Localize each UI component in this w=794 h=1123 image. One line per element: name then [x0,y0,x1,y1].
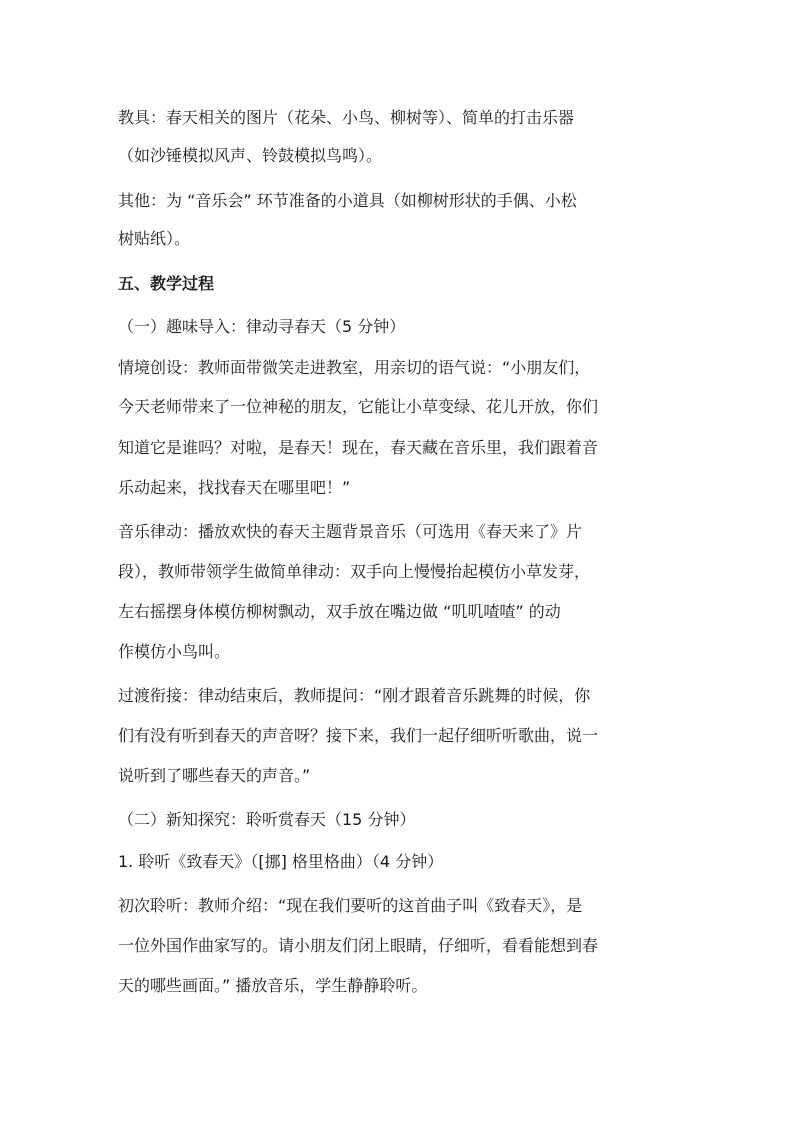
text-line: （如沙锤模拟风声、铃鼓模拟鸟鸣）。 [118,146,383,165]
text-line: 乐动起来，找找春天在哪里吧！” [118,478,351,497]
subsection-heading: （一）趣味导入：律动寻春天（5 分钟） [118,317,406,336]
text-line: 初次聆听：教师介绍：“现在我们要听的这首曲子叫《致春天》，是 [118,896,583,915]
text-line: 今天老师带来了一位神秘的朋友，它能让小草变绿、花儿开放，你们 [118,397,599,416]
text-line: 知道它是谁吗？对啦，是春天！现在，春天藏在音乐里，我们跟着音 [118,438,599,457]
text-line: 教具：春天相关的图片（花朵、小鸟、柳树等）、简单的打击乐器 [118,108,575,127]
subsection-heading: （二）新知探究：聆听赏春天（15 分钟） [118,810,416,829]
text-line: 天的哪些画面。” 播放音乐，学生静静聆听。 [118,976,428,995]
text-line: 段），教师带领学生做简单律动：双手向上慢慢抬起模仿小草发芽， [118,562,591,581]
text-line: 左右摇摆身体模仿柳树飘动，双手放在嘴边做 “叽叽喳喳” 的动 [118,602,561,621]
text-line: 音乐律动：播放欢快的春天主题背景音乐（可选用《春天来了》片 [118,522,583,541]
text-line: 一位外国作曲家写的。请小朋友们闭上眼睛，仔细听，看看能想到春 [118,936,599,955]
text-line: 情境创设：教师面带微笑走进教室，用亲切的语气说：“小朋友们， [118,358,591,377]
text-line: 作模仿小鸟叫。 [118,642,231,661]
section-heading: 五、教学过程 [118,274,215,293]
text-line: 树贴纸）。 [118,229,191,248]
text-line: 们有没有听到春天的声音呀？接下来，我们一起仔细听听歌曲，说一 [118,726,599,745]
text-line: 过渡衔接：律动结束后，教师提问：“刚才跟着音乐跳舞的时候，你 [118,686,591,705]
item-heading: 1. 聆听《致春天》（[挪] 格里格曲）（4 分钟） [118,852,444,871]
text-line: 说听到了哪些春天的声音。” [118,766,311,785]
text-line: 其他：为 “音乐会” 环节准备的小道具（如柳树形状的手偶、小松 [118,191,577,210]
